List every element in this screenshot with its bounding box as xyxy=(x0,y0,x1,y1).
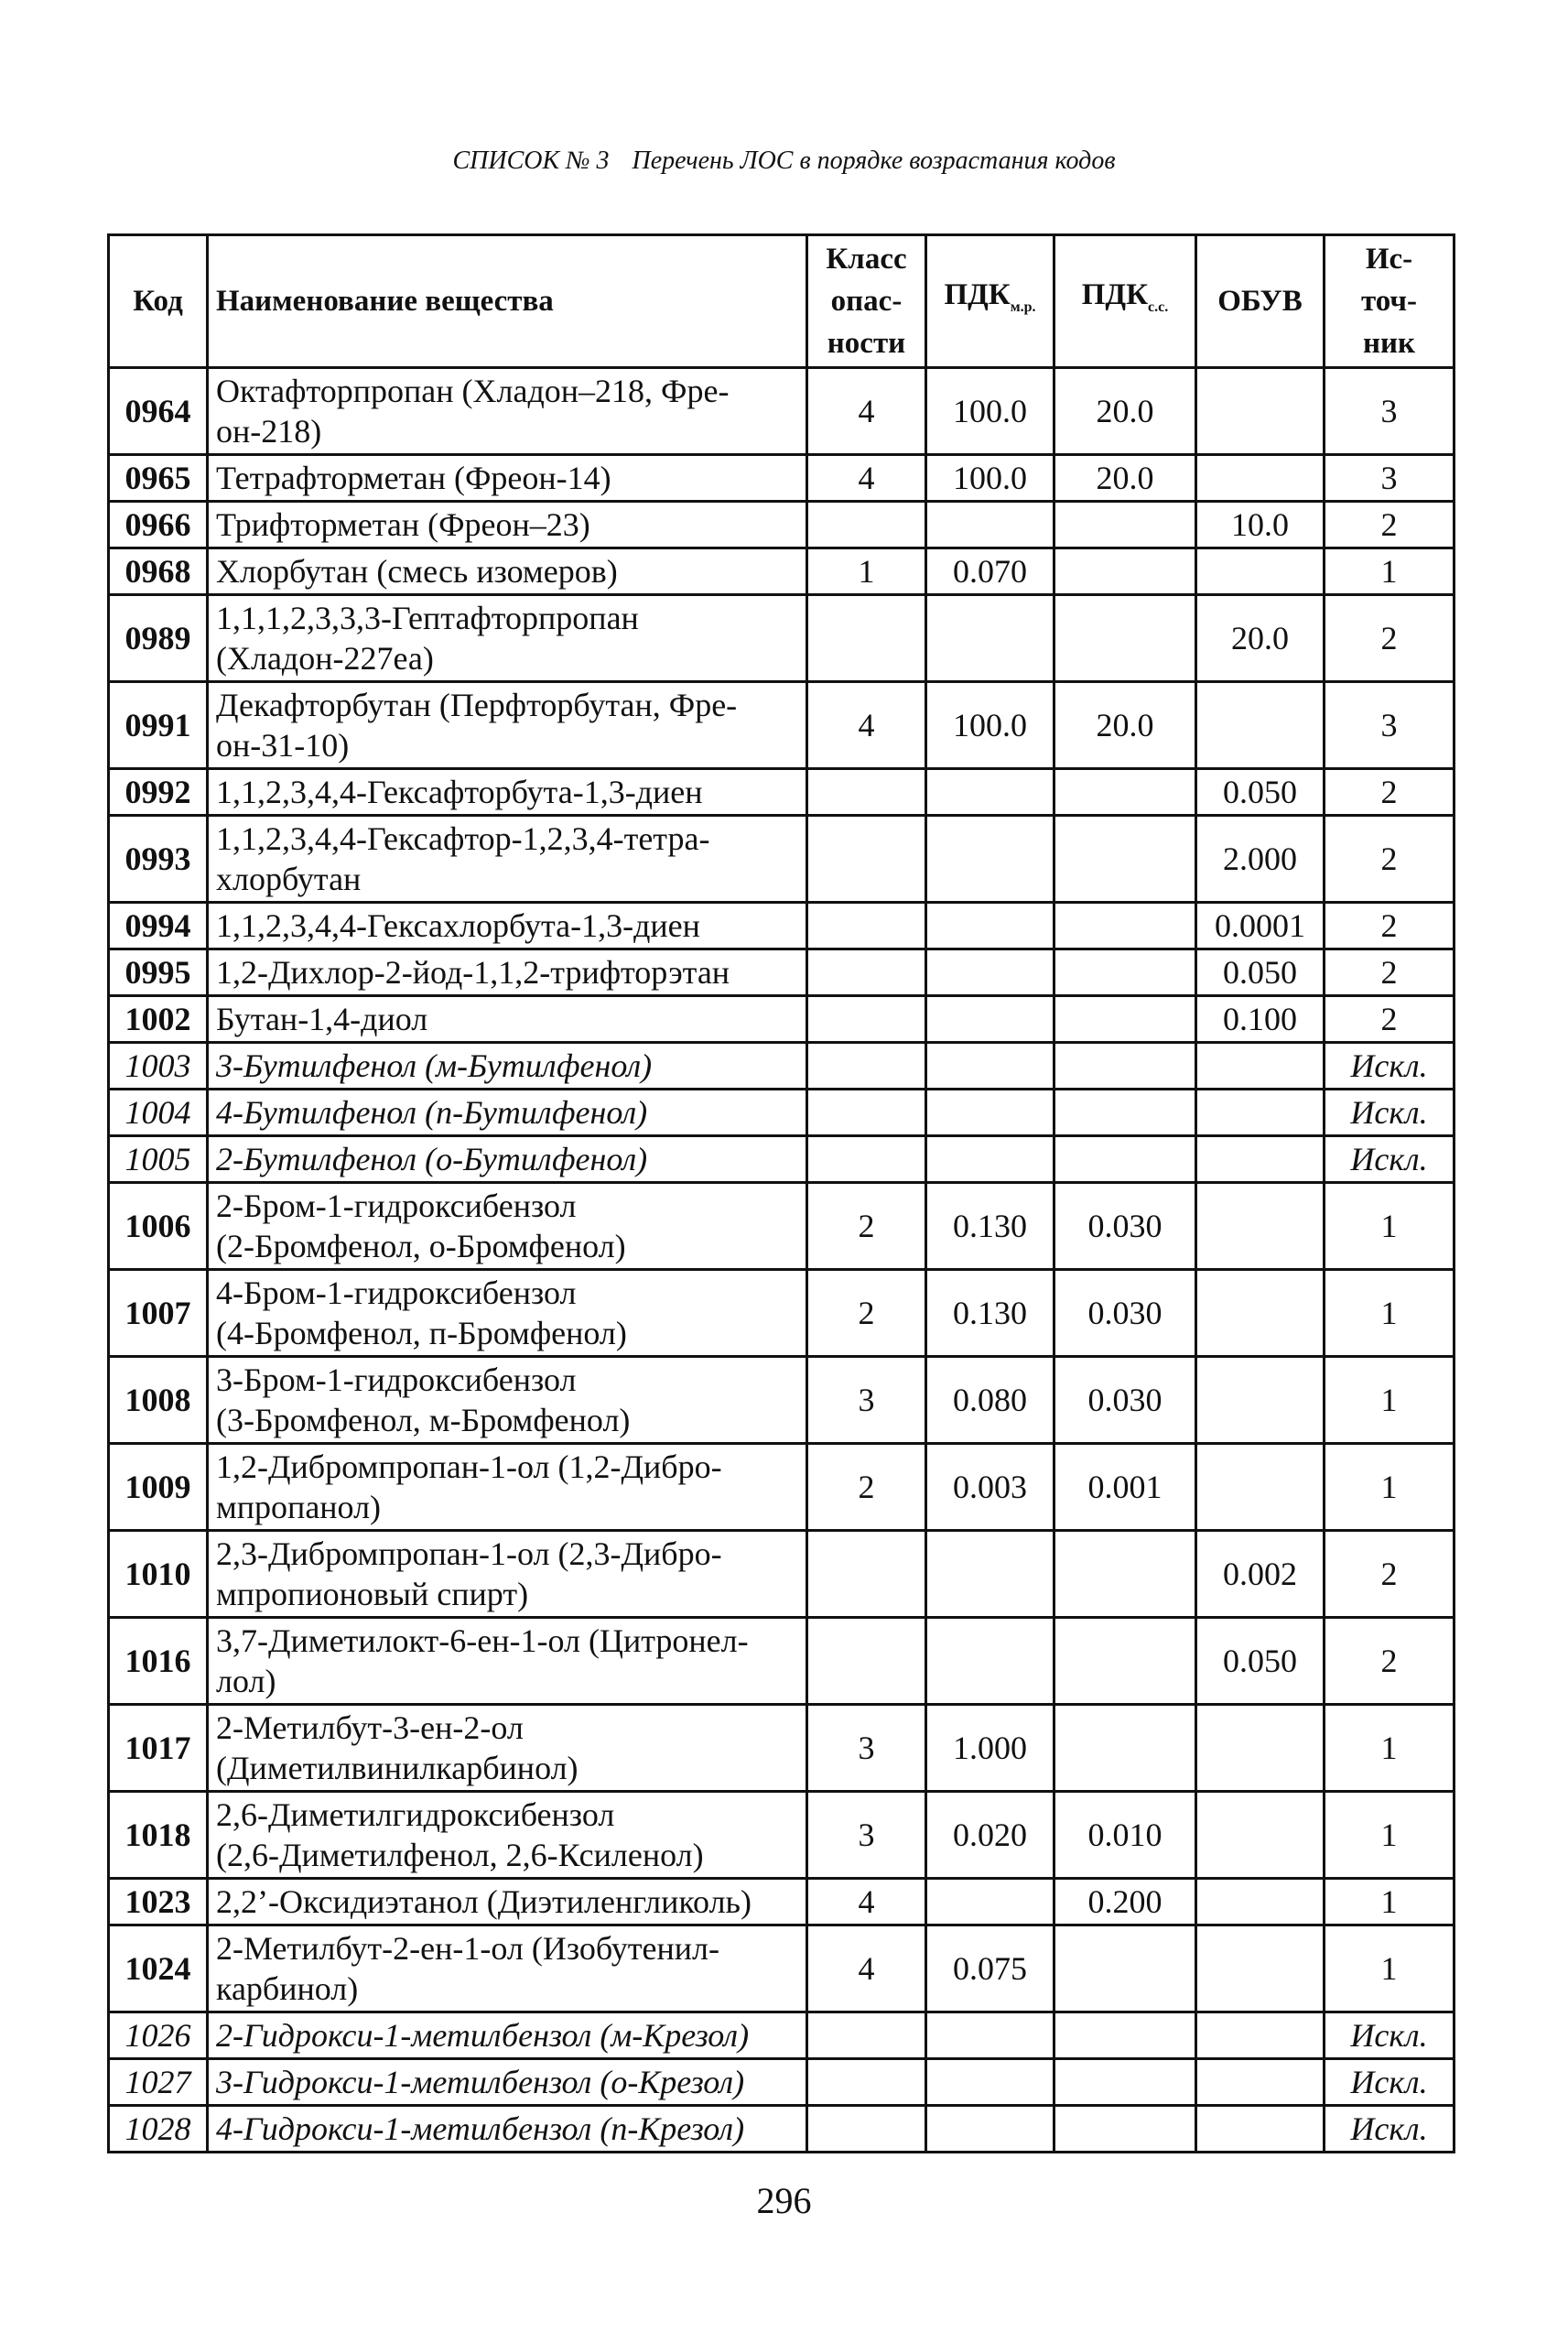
cell-pdk-ss xyxy=(1054,903,1196,949)
cell-name-line: Трифторметан (Фреон–23) xyxy=(216,506,590,543)
cell-hazard-class xyxy=(807,2012,926,2059)
col-header-source-line: точ- xyxy=(1360,285,1418,318)
cell-name xyxy=(208,682,807,769)
table-row xyxy=(109,682,1454,769)
cell-source: 2 xyxy=(1325,903,1454,949)
cell-name-line: лол) xyxy=(216,1663,276,1699)
table-row xyxy=(109,1043,1454,1090)
cell-code: 1024 xyxy=(109,1925,208,2012)
col-header-pdk-mr xyxy=(926,235,1054,368)
cell-pdk-mr xyxy=(926,1043,1054,1090)
cell-code: 0965 xyxy=(109,455,208,502)
cell-pdk-ss: 0.030 xyxy=(1054,1357,1196,1444)
col-header-obuv: ОБУВ xyxy=(1196,235,1325,368)
cell-name xyxy=(208,1925,807,2012)
table-row xyxy=(109,903,1454,949)
cell-pdk-ss xyxy=(1054,1705,1196,1792)
cell-name-line: карбинол) xyxy=(216,1970,359,2007)
cell-source: 2 xyxy=(1325,769,1454,816)
cell-name-line: (Диметилвинилкарбинол) xyxy=(216,1750,579,1786)
cell-name-line: 1,1,2,3,4,4-Гексафторбута-1,3-диен xyxy=(216,774,703,810)
cell-pdk-mr: 0.003 xyxy=(926,1444,1054,1531)
cell-name xyxy=(208,1090,807,1136)
cell-hazard-class: 3 xyxy=(807,1792,926,1879)
cell-name-line: 2,2’-Оксидиэтанол (Диэтиленгликоль) xyxy=(216,1883,752,1920)
cell-obuv: 0.002 xyxy=(1196,1531,1325,1618)
cell-source: 1 xyxy=(1325,1270,1454,1357)
page-number: 296 xyxy=(756,2180,812,2221)
cell-pdk-mr xyxy=(926,595,1054,682)
cell-name xyxy=(208,1270,807,1357)
cell-hazard-class xyxy=(807,1531,926,1618)
cell-source: 2 xyxy=(1325,816,1454,903)
cell-pdk-ss xyxy=(1054,2106,1196,2153)
cell-name-line: 2-Метилбут-3-ен-2-ол xyxy=(216,1709,524,1746)
cell-pdk-ss xyxy=(1054,2059,1196,2106)
cell-pdk-ss: 0.001 xyxy=(1054,1444,1196,1531)
cell-obuv xyxy=(1196,1043,1325,1090)
cell-code: 1028 xyxy=(109,2106,208,2153)
cell-pdk-mr: 0.020 xyxy=(926,1792,1054,1879)
cell-name xyxy=(208,903,807,949)
list-number: СПИСОК № 3 xyxy=(452,146,610,175)
table-row xyxy=(109,548,1454,595)
cell-name xyxy=(208,816,807,903)
pdk-mr-subscript: м.р. xyxy=(1010,299,1036,315)
table-row xyxy=(109,1792,1454,1879)
cell-pdk-mr: 0.075 xyxy=(926,1925,1054,2012)
table-row xyxy=(109,769,1454,816)
table-row xyxy=(109,2059,1454,2106)
cell-source: 1 xyxy=(1325,548,1454,595)
cell-obuv xyxy=(1196,1090,1325,1136)
table-row xyxy=(109,1090,1454,1136)
table-row xyxy=(109,996,1454,1043)
cell-hazard-class xyxy=(807,2106,926,2153)
cell-pdk-mr xyxy=(926,2106,1054,2153)
cell-name xyxy=(208,1444,807,1531)
cell-hazard-class xyxy=(807,949,926,996)
cell-code: 1002 xyxy=(109,996,208,1043)
cell-obuv xyxy=(1196,548,1325,595)
cell-pdk-mr: 0.130 xyxy=(926,1183,1054,1270)
cell-name-line: 1,2-Дихлор-2-йод-1,1,2-трифторэтан xyxy=(216,954,730,991)
cell-name-line: 1,2-Дибромпропан-1-ол (1,2-Дибро- xyxy=(216,1448,722,1485)
cell-name xyxy=(208,595,807,682)
cell-name-line: он-31-10) xyxy=(216,727,350,764)
table-row xyxy=(109,368,1454,455)
cell-pdk-ss: 0.030 xyxy=(1054,1183,1196,1270)
cell-name-line: 2-Метилбут-2-ен-1-ол (Изобутенил- xyxy=(216,1930,719,1967)
substances-table-wrapper xyxy=(107,233,1453,2153)
table-row xyxy=(109,1925,1454,2012)
cell-source: Искл. xyxy=(1325,1136,1454,1183)
cell-source: Искл. xyxy=(1325,2059,1454,2106)
cell-code: 1005 xyxy=(109,1136,208,1183)
cell-pdk-mr xyxy=(926,1090,1054,1136)
cell-name-line: хлорбутан xyxy=(216,861,362,897)
cell-code: 1007 xyxy=(109,1270,208,1357)
cell-source: 2 xyxy=(1325,595,1454,682)
cell-source: 1 xyxy=(1325,1357,1454,1444)
cell-obuv: 20.0 xyxy=(1196,595,1325,682)
table-row xyxy=(109,2012,1454,2059)
cell-name-line: 1,1,2,3,4,4-Гексафтор-1,2,3,4-тетра- xyxy=(216,820,710,857)
cell-source: Искл. xyxy=(1325,1090,1454,1136)
cell-obuv: 2.000 xyxy=(1196,816,1325,903)
cell-source: Искл. xyxy=(1325,2106,1454,2153)
cell-name xyxy=(208,1705,807,1792)
cell-name-line: (2,6-Диметилфенол, 2,6-Ксиленол) xyxy=(216,1837,704,1873)
cell-obuv xyxy=(1196,1879,1325,1925)
cell-source: 3 xyxy=(1325,455,1454,502)
cell-code: 0995 xyxy=(109,949,208,996)
cell-name xyxy=(208,1043,807,1090)
cell-name-line: он-218) xyxy=(216,413,322,450)
cell-hazard-class xyxy=(807,595,926,682)
table-row xyxy=(109,1357,1454,1444)
cell-name-line: 3-Гидрокси-1-метилбензол (о-Крезол) xyxy=(216,2064,745,2100)
col-header-code: Код xyxy=(109,235,208,368)
table-row xyxy=(109,1618,1454,1705)
table-row xyxy=(109,1444,1454,1531)
cell-source: 1 xyxy=(1325,1183,1454,1270)
cell-name-line: мпропионовый спирт) xyxy=(216,1576,529,1612)
cell-pdk-mr: 0.130 xyxy=(926,1270,1054,1357)
cell-name xyxy=(208,1879,807,1925)
cell-pdk-ss xyxy=(1054,1925,1196,2012)
cell-pdk-mr: 100.0 xyxy=(926,682,1054,769)
cell-source: 2 xyxy=(1325,996,1454,1043)
table-row xyxy=(109,2106,1454,2153)
cell-name xyxy=(208,2012,807,2059)
cell-obuv xyxy=(1196,1925,1325,2012)
cell-name xyxy=(208,455,807,502)
cell-code: 1010 xyxy=(109,1531,208,1618)
cell-name-line: 2-Гидрокси-1-метилбензол (м-Крезол) xyxy=(216,2017,750,2054)
cell-pdk-ss xyxy=(1054,1618,1196,1705)
table-row xyxy=(109,816,1454,903)
cell-source: 2 xyxy=(1325,1618,1454,1705)
col-header-hazard-class xyxy=(807,235,926,368)
cell-name-line: 2,3-Дибромпропан-1-ол (2,3-Дибро- xyxy=(216,1535,722,1572)
cell-source: 3 xyxy=(1325,368,1454,455)
cell-pdk-ss xyxy=(1054,949,1196,996)
col-header-source-line: ник xyxy=(1362,327,1416,360)
substances-table xyxy=(107,233,1455,2153)
cell-obuv xyxy=(1196,1136,1325,1183)
cell-hazard-class xyxy=(807,903,926,949)
cell-name-line: 2-Бром-1-гидроксибензол xyxy=(216,1188,577,1224)
cell-pdk-mr xyxy=(926,502,1054,548)
cell-name xyxy=(208,1136,807,1183)
cell-obuv xyxy=(1196,1357,1325,1444)
cell-name-line: 2,6-Диметилгидроксибензол xyxy=(216,1796,615,1833)
cell-source: 1 xyxy=(1325,1792,1454,1879)
cell-name-line: Декафторбутан (Перфторбутан, Фре- xyxy=(216,687,738,723)
cell-obuv xyxy=(1196,1270,1325,1357)
cell-pdk-mr xyxy=(926,1879,1054,1925)
cell-pdk-ss xyxy=(1054,595,1196,682)
cell-name-line: мпропанол) xyxy=(216,1489,382,1525)
cell-pdk-ss xyxy=(1054,769,1196,816)
cell-name-line: 1,1,2,3,4,4-Гексахлорбута-1,3-диен xyxy=(216,907,700,944)
cell-obuv xyxy=(1196,455,1325,502)
cell-name xyxy=(208,769,807,816)
cell-name-line: 4-Бром-1-гидроксибензол xyxy=(216,1274,577,1311)
cell-obuv xyxy=(1196,682,1325,769)
cell-hazard-class xyxy=(807,1090,926,1136)
cell-source: 1 xyxy=(1325,1925,1454,2012)
cell-pdk-mr: 0.080 xyxy=(926,1357,1054,1444)
col-header-source xyxy=(1325,235,1454,368)
cell-pdk-mr xyxy=(926,949,1054,996)
cell-pdk-ss: 0.200 xyxy=(1054,1879,1196,1925)
table-header-row xyxy=(109,235,1454,368)
cell-pdk-mr: 100.0 xyxy=(926,368,1054,455)
cell-obuv: 10.0 xyxy=(1196,502,1325,548)
cell-obuv xyxy=(1196,1444,1325,1531)
cell-pdk-mr: 100.0 xyxy=(926,455,1054,502)
cell-code: 0994 xyxy=(109,903,208,949)
cell-hazard-class xyxy=(807,816,926,903)
cell-name xyxy=(208,1357,807,1444)
cell-source: 1 xyxy=(1325,1879,1454,1925)
cell-pdk-ss: 0.030 xyxy=(1054,1270,1196,1357)
cell-obuv: 0.0001 xyxy=(1196,903,1325,949)
cell-name xyxy=(208,502,807,548)
cell-pdk-ss xyxy=(1054,548,1196,595)
cell-obuv: 0.050 xyxy=(1196,769,1325,816)
cell-name-line: 3,7-Диметилокт-6-ен-1-ол (Цитронел- xyxy=(216,1622,749,1659)
cell-hazard-class: 4 xyxy=(807,682,926,769)
cell-code: 0964 xyxy=(109,368,208,455)
cell-obuv xyxy=(1196,1705,1325,1792)
cell-source: Искл. xyxy=(1325,1043,1454,1090)
cell-hazard-class: 3 xyxy=(807,1357,926,1444)
page-header xyxy=(0,146,1568,176)
cell-code: 0968 xyxy=(109,548,208,595)
cell-pdk-mr xyxy=(926,2012,1054,2059)
table-row xyxy=(109,1531,1454,1618)
cell-source: 3 xyxy=(1325,682,1454,769)
cell-pdk-mr: 0.070 xyxy=(926,548,1054,595)
table-row xyxy=(109,1879,1454,1925)
cell-pdk-mr: 1.000 xyxy=(926,1705,1054,1792)
cell-obuv: 0.050 xyxy=(1196,949,1325,996)
cell-pdk-ss: 20.0 xyxy=(1054,455,1196,502)
cell-pdk-mr xyxy=(926,996,1054,1043)
cell-name-line: Бутан-1,4-диол xyxy=(216,1001,428,1037)
cell-code: 1026 xyxy=(109,2012,208,2059)
cell-pdk-mr xyxy=(926,1618,1054,1705)
cell-pdk-ss: 20.0 xyxy=(1054,368,1196,455)
cell-pdk-ss xyxy=(1054,816,1196,903)
cell-pdk-ss xyxy=(1054,2012,1196,2059)
cell-pdk-ss xyxy=(1054,1531,1196,1618)
list-title: Перечень ЛОС в порядке возрастания кодов xyxy=(632,146,1116,175)
cell-hazard-class: 1 xyxy=(807,548,926,595)
cell-name xyxy=(208,548,807,595)
cell-pdk-ss: 0.010 xyxy=(1054,1792,1196,1879)
cell-hazard-class xyxy=(807,1043,926,1090)
cell-name-line: 2-Бутилфенол (о-Бутилфенол) xyxy=(216,1141,648,1177)
cell-name-line: Октафторпропан (Хладон–218, Фре- xyxy=(216,373,730,409)
cell-name xyxy=(208,368,807,455)
cell-hazard-class xyxy=(807,996,926,1043)
cell-name xyxy=(208,2106,807,2153)
cell-name-line: 3-Бром-1-гидроксибензол xyxy=(216,1361,577,1398)
cell-code: 0966 xyxy=(109,502,208,548)
cell-pdk-mr xyxy=(926,1136,1054,1183)
cell-obuv xyxy=(1196,1183,1325,1270)
cell-name-line: 1,1,1,2,3,3,3-Гептафторпропан xyxy=(216,600,639,636)
cell-obuv xyxy=(1196,2012,1325,2059)
cell-hazard-class: 2 xyxy=(807,1444,926,1531)
cell-obuv xyxy=(1196,2106,1325,2153)
pdk-mr-label: ПДК xyxy=(944,278,1011,311)
cell-code: 1008 xyxy=(109,1357,208,1444)
cell-pdk-ss xyxy=(1054,1136,1196,1183)
cell-source: 2 xyxy=(1325,502,1454,548)
cell-pdk-ss xyxy=(1054,996,1196,1043)
col-header-pdk-ss xyxy=(1054,235,1196,368)
cell-name-line: Хлорбутан (смесь изомеров) xyxy=(216,553,618,590)
cell-hazard-class: 4 xyxy=(807,1879,926,1925)
cell-name xyxy=(208,1531,807,1618)
cell-name-line: 3-Бутилфенол (м-Бутилфенол) xyxy=(216,1047,653,1084)
cell-pdk-mr xyxy=(926,769,1054,816)
cell-pdk-ss xyxy=(1054,1043,1196,1090)
col-header-name: Наименование вещества xyxy=(208,235,807,368)
cell-code: 1006 xyxy=(109,1183,208,1270)
table-row xyxy=(109,1270,1454,1357)
table-row xyxy=(109,1183,1454,1270)
cell-hazard-class xyxy=(807,769,926,816)
cell-pdk-mr xyxy=(926,1531,1054,1618)
cell-code: 0991 xyxy=(109,682,208,769)
cell-source: 2 xyxy=(1325,1531,1454,1618)
cell-obuv xyxy=(1196,368,1325,455)
cell-pdk-mr xyxy=(926,2059,1054,2106)
cell-name-line: (2-Бромфенол, о-Бромфенол) xyxy=(216,1228,626,1264)
table-row xyxy=(109,502,1454,548)
pdk-ss-label: ПДК xyxy=(1081,278,1149,311)
table-body xyxy=(109,368,1454,2153)
cell-code: 1003 xyxy=(109,1043,208,1090)
col-header-hazard-class-line: ности xyxy=(827,327,906,360)
cell-code: 1027 xyxy=(109,2059,208,2106)
col-header-hazard-class-line: Класс xyxy=(826,243,907,276)
cell-pdk-mr xyxy=(926,903,1054,949)
cell-obuv: 0.100 xyxy=(1196,996,1325,1043)
cell-code: 1004 xyxy=(109,1090,208,1136)
cell-code: 0993 xyxy=(109,816,208,903)
cell-name xyxy=(208,1792,807,1879)
col-header-source-line: Ис- xyxy=(1365,243,1413,276)
cell-code: 1018 xyxy=(109,1792,208,1879)
cell-source: Искл. xyxy=(1325,2012,1454,2059)
cell-obuv: 0.050 xyxy=(1196,1618,1325,1705)
cell-source: 1 xyxy=(1325,1444,1454,1531)
cell-code: 0989 xyxy=(109,595,208,682)
cell-name xyxy=(208,1618,807,1705)
cell-name-line: 4-Гидрокси-1-метилбензол (п-Крезол) xyxy=(216,2110,745,2147)
cell-name xyxy=(208,1183,807,1270)
table-row xyxy=(109,1705,1454,1792)
cell-pdk-ss xyxy=(1054,1090,1196,1136)
cell-hazard-class xyxy=(807,1618,926,1705)
cell-hazard-class: 2 xyxy=(807,1183,926,1270)
cell-hazard-class xyxy=(807,2059,926,2106)
cell-name-line: Тетрафторметан (Фреон-14) xyxy=(216,460,611,496)
cell-source: 1 xyxy=(1325,1705,1454,1792)
cell-name xyxy=(208,2059,807,2106)
table-row xyxy=(109,1136,1454,1183)
cell-pdk-ss xyxy=(1054,502,1196,548)
cell-hazard-class: 4 xyxy=(807,368,926,455)
cell-name-line: (3-Бромфенол, м-Бромфенол) xyxy=(216,1402,631,1438)
cell-source: 2 xyxy=(1325,949,1454,996)
col-header-hazard-class-line: опас- xyxy=(830,285,903,318)
cell-name xyxy=(208,949,807,996)
cell-code: 1023 xyxy=(109,1879,208,1925)
cell-hazard-class: 3 xyxy=(807,1705,926,1792)
cell-obuv xyxy=(1196,1792,1325,1879)
cell-pdk-mr xyxy=(926,816,1054,903)
table-row xyxy=(109,455,1454,502)
cell-hazard-class: 4 xyxy=(807,1925,926,2012)
cell-name-line: (Хладон-227еа) xyxy=(216,640,434,677)
pdk-ss-subscript: с.с. xyxy=(1148,299,1169,315)
cell-hazard-class xyxy=(807,1136,926,1183)
cell-pdk-ss: 20.0 xyxy=(1054,682,1196,769)
table-row xyxy=(109,595,1454,682)
cell-name-line: 4-Бутилфенол (п-Бутилфенол) xyxy=(216,1094,648,1131)
cell-hazard-class: 4 xyxy=(807,455,926,502)
cell-code: 0992 xyxy=(109,769,208,816)
cell-obuv xyxy=(1196,2059,1325,2106)
cell-hazard-class xyxy=(807,502,926,548)
cell-code: 1009 xyxy=(109,1444,208,1531)
cell-code: 1017 xyxy=(109,1705,208,1792)
cell-name-line: (4-Бромфенол, п-Бромфенол) xyxy=(216,1315,627,1351)
cell-code: 1016 xyxy=(109,1618,208,1705)
table-row xyxy=(109,949,1454,996)
cell-name xyxy=(208,996,807,1043)
cell-hazard-class: 2 xyxy=(807,1270,926,1357)
